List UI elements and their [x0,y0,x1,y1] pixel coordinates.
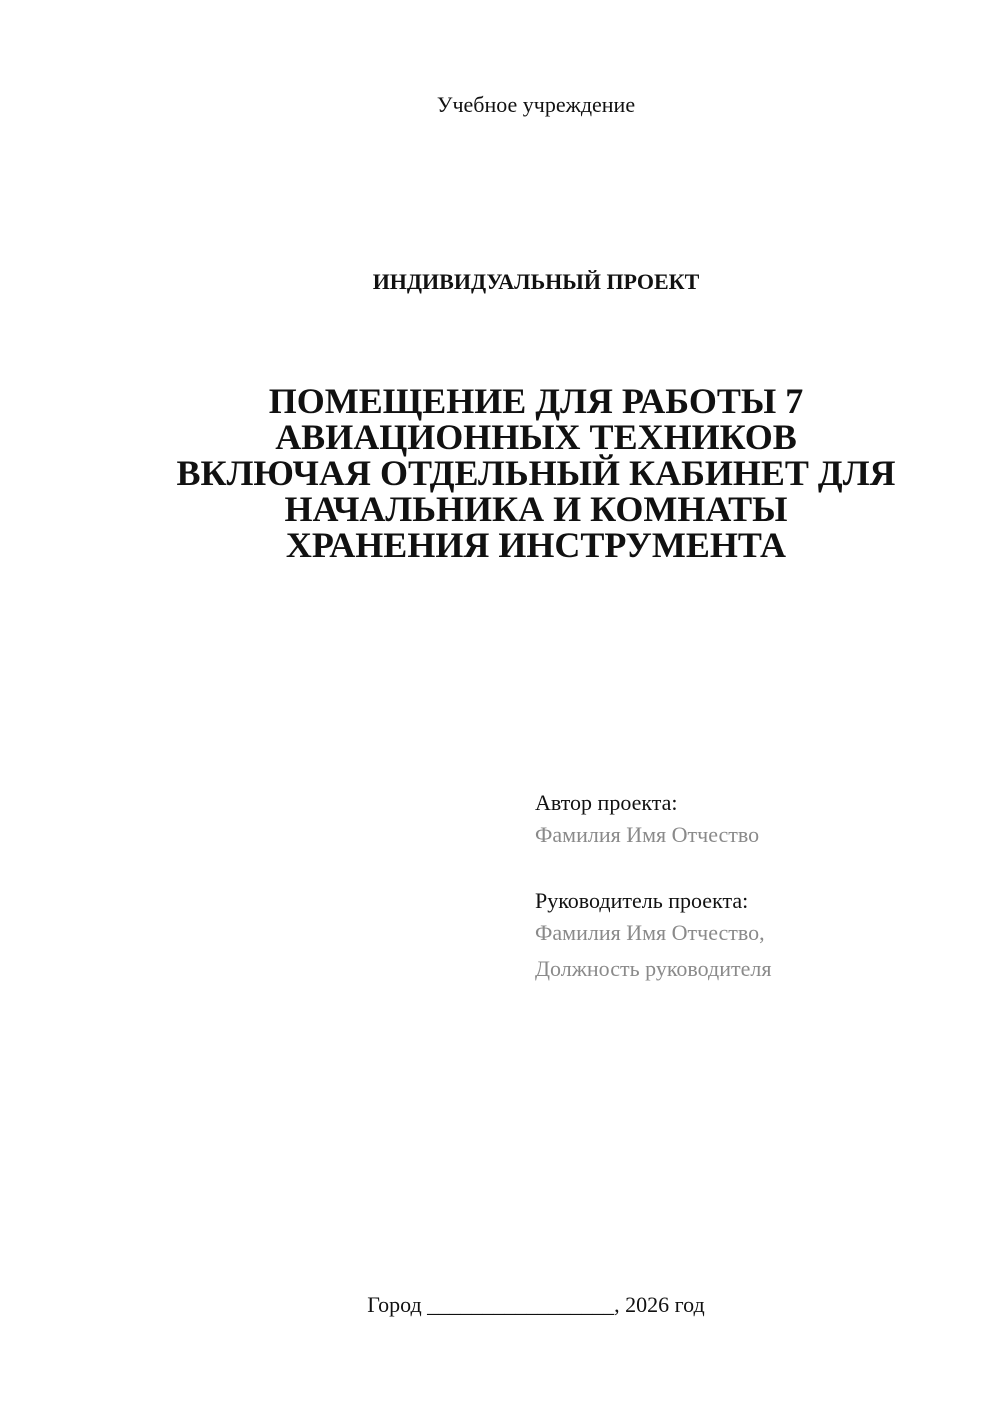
supervisor-label: Руководитель проекта: [535,888,749,913]
people-block [535,789,975,987]
city-year-line: Город _________________, 2026 год [367,1292,705,1317]
institution-name: Учебное учреждение [436,92,636,117]
project-title [120,383,952,563]
project-title-line: ВКЛЮЧАЯ ОТДЕЛЬНЫЙ КАБИНЕТ ДЛЯ [176,453,896,493]
author-label: Автор проекта: [535,790,678,815]
author-name: Фамилия Имя Отчество [535,822,760,847]
project-title-line: АВИАЦИОННЫХ ТЕХНИКОВ [275,417,797,457]
project-title-line: ХРАНЕНИЯ ИНСТРУМЕНТА [285,525,787,565]
project-title-line: НАЧАЛЬНИКА И КОМНАТЫ [284,489,788,529]
project-kind-heading: ИНДИВИДУАЛЬНЫЙ ПРОЕКТ [372,269,700,294]
author-block [535,789,975,853]
project-title-line: ПОМЕЩЕНИЕ ДЛЯ РАБОТЫ 7 [268,381,804,421]
supervisor-position: Должность руководителя [535,956,772,981]
supervisor-block [535,887,975,987]
supervisor-name: Фамилия Имя Отчество, [535,920,765,945]
